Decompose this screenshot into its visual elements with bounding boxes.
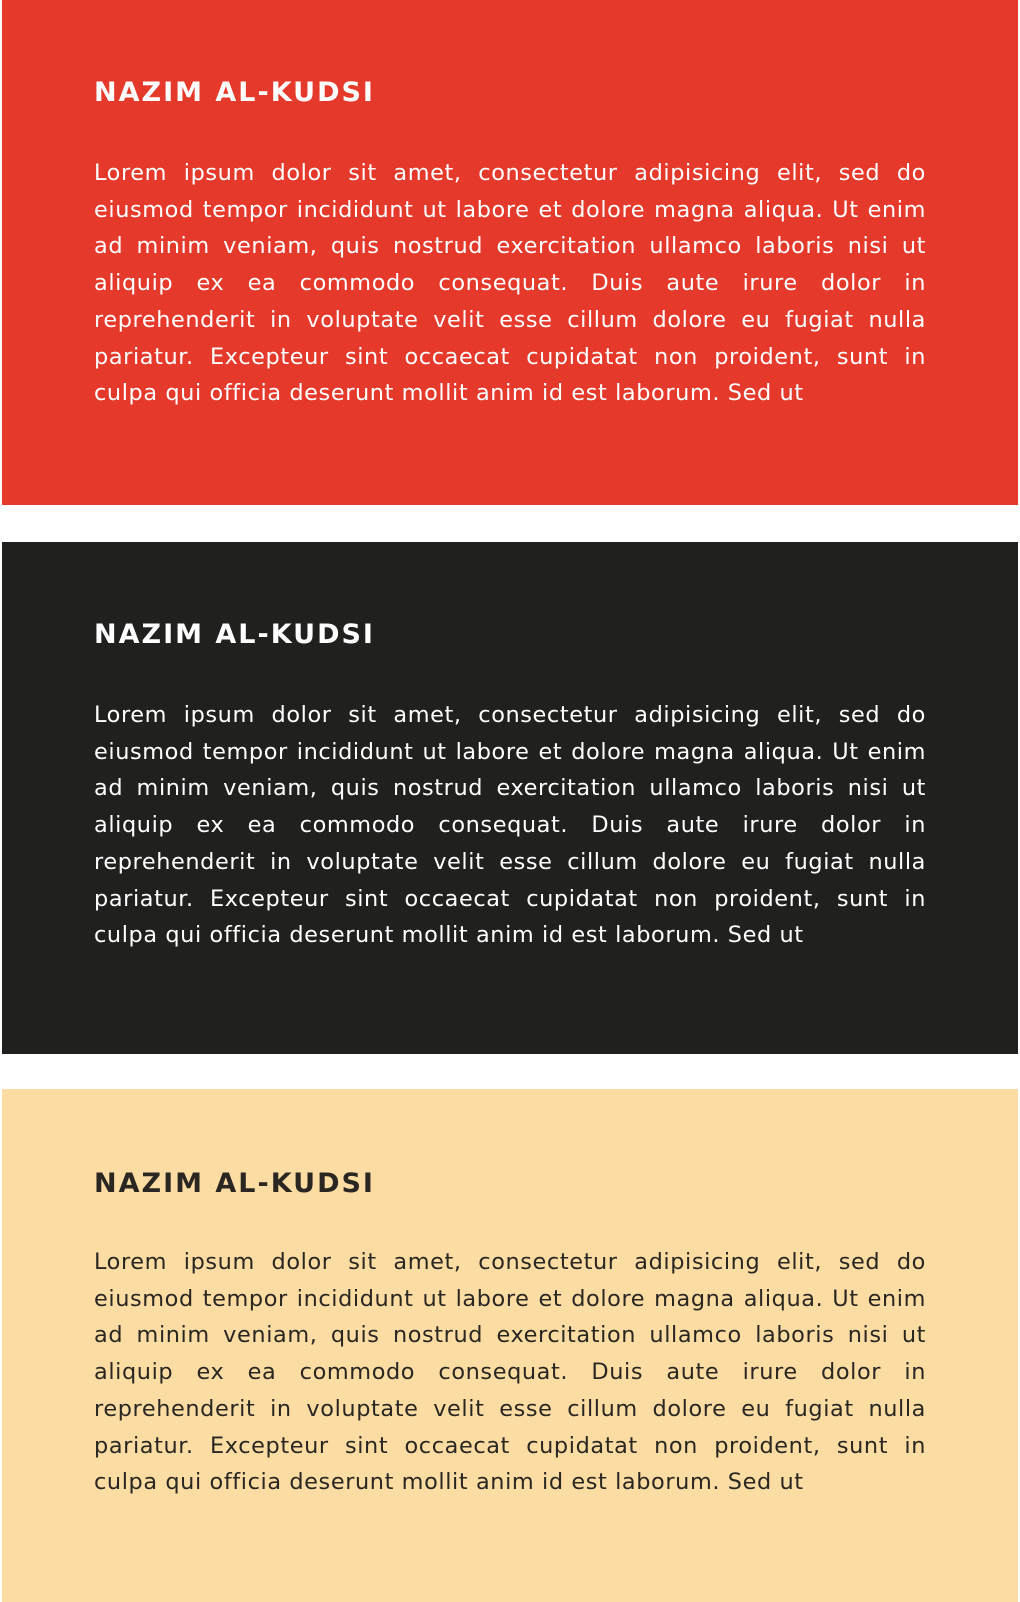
card-red (2, 0, 1018, 505)
card-body-text: Lorem ipsum dolor sit amet, consectetur adipisicing elit, sed do eiusmod tempor incididunt ut labore et dolore magna aliqua. Ut enim ad minim veniam, quis nostrud exercitation ullamco laboris nisi ut aliquip ex ea commodo consequat. Duis aute irure dolor in reprehenderit in voluptate velit esse cillum dolore eu fugiat nulla pariatur. Excepteur sint occaecat cupidatat non proident, sunt in culpa qui officia deserunt mollit anim id est laborum. Sed ut (94, 1249, 926, 1496)
card-title: NAZIM AL-KUDSI (94, 619, 375, 650)
card-body-text: Lorem ipsum dolor sit amet, consectetur adipisicing elit, sed do eiusmod tempor incididunt ut labore et dolore magna aliqua. Ut enim ad minim veniam, quis nostrud exercitation ullamco laboris nisi ut aliquip ex ea commodo consequat. Duis aute irure dolor in reprehenderit in voluptate velit esse cillum dolore eu fugiat nulla pariatur. Excepteur sint occaecat cupidatat non proident, sunt in culpa qui officia deserunt mollit anim id est laborum. Sed ut (94, 702, 926, 949)
card-cream (2, 1089, 1018, 1602)
card-title: NAZIM AL-KUDSI (94, 1168, 375, 1199)
card-dark (2, 542, 1018, 1054)
card-title: NAZIM AL-KUDSI (94, 77, 375, 108)
card-body-text: Lorem ipsum dolor sit amet, consectetur adipisicing elit, sed do eiusmod tempor incididunt ut labore et dolore magna aliqua. Ut enim ad minim veniam, quis nostrud exercitation ullamco laboris nisi ut aliquip ex ea commodo consequat. Duis aute irure dolor in reprehenderit in voluptate velit esse cillum dolore eu fugiat nulla pariatur. Excepteur sint occaecat cupidatat non proident, sunt in culpa qui officia deserunt mollit anim id est laborum. Sed ut (94, 160, 926, 407)
